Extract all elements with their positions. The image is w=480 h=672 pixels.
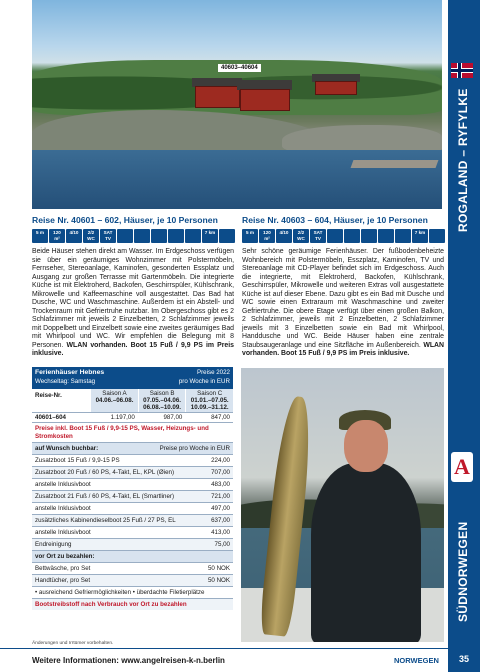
bookable-section-header: auf Wunsch buchbar: Preise pro Woche in EUR	[32, 443, 233, 455]
footer-divider	[0, 648, 480, 649]
price-table-title: Ferienhäuser Hebnes	[35, 369, 105, 376]
season-b-header: Saison B 07.05.–04.06. 06.08.–10.09.	[139, 389, 186, 412]
disclaimer: Änderungen und Irrtümer vorbehalten.	[32, 641, 114, 646]
shop-distance-icon: 7 km	[202, 229, 218, 243]
footer-country: NORWEGEN	[394, 656, 439, 665]
price-table-year: Preise 2022	[196, 369, 230, 376]
wc-icon: 2/2 WC	[293, 229, 309, 243]
region-label-top: ROGALAND – RYFYLKE	[456, 88, 470, 232]
offer-description-1: Beide Häuser stehen direkt am Wasser. Im Erdgeschoss verfügen sie über ein geräumiges Wohnzimmer mit Polstermöbeln, Fernseher, Stereoanlage, Kaminofen, gesonderten Essplatz und Ausgang zur großen Terrasse mit Gartenmöbeln. Die integrierte Küche ist mit Elektroherd, Backofen, Geschirrspüler, Kühlschrank, Mikrowelle und Kaffeemaschine voll ausgestattet. Das Bad hat Dusche, WC und Waschmaschine. Außerdem ist ein Abstell- und Trockenraum mit Gefriertruhe nutzbar. Im Obergeschoss gibt es 2 Schlafzimmer mit jeweils 2 Einzelbetten, 2 Schlafzimmer jeweils mit Doppelbett und Einzelbett sowie eine zweites geräumiges Bad mit Whirlpool und WC. Wir empfehlen die Belegung mit 8 Personen. WLAN vorhanden. Boot 15 Fuß / 9,9 PS im Preis inklusive.	[32, 248, 234, 357]
reise-nr-header: Reise-Nr.	[35, 392, 62, 399]
wc-icon: 2/2 WC	[83, 229, 99, 243]
list-item: Bettwäsche, pro Set 50 NOK	[32, 563, 233, 575]
feature-icons-2	[242, 229, 445, 243]
list-item: Endreinigung 75,00	[32, 539, 233, 551]
freezer-icon	[168, 229, 184, 243]
list-item: Zusatzboot 20 Fuß / 60 PS, 4-Takt, EL, KPL (Øien) 707,00	[32, 467, 233, 479]
fireplace-icon	[151, 229, 167, 243]
season-header-row	[32, 389, 233, 413]
pets-icon	[429, 229, 445, 243]
page-number: 35	[448, 648, 480, 672]
region-label-bottom: SÜDNORWEGEN	[456, 521, 470, 622]
hero-photo	[32, 0, 442, 209]
fireplace-icon	[361, 229, 377, 243]
angler-photo	[241, 368, 444, 642]
footer-info-link[interactable]: Weitere Informationen: www.angelreisen-k-n.berlin	[32, 656, 225, 665]
list-item: Zusatzboot 15 Fuß / 9,9-15 PS 224,00	[32, 455, 233, 467]
freezer-icon	[378, 229, 394, 243]
list-item: zusätzliches Kabinendieselboot 25 Fuß / 27 PS, EL 637,00	[32, 515, 233, 527]
change-day: Wechseltag: Samstag	[35, 377, 96, 385]
wifi-icon	[395, 229, 411, 243]
washing-machine-icon	[134, 229, 150, 243]
logo-icon: A	[451, 452, 473, 482]
pets-icon	[219, 229, 235, 243]
distance-water-icon: 5 m	[242, 229, 258, 243]
offer-title-2: Reise Nr. 40603 – 604, Häuser, je 10 Personen	[242, 215, 428, 225]
fuel-note: Bootstreibstoff nach Verbrauch vor Ort zu bezahlen	[32, 599, 233, 610]
washing-machine-icon	[344, 229, 360, 243]
dishwasher-icon	[117, 229, 133, 243]
extras-line: • ausreichend Gefriermöglichkeiten • überdachte Filetierplätze	[32, 587, 233, 599]
feature-icons-1	[32, 229, 235, 243]
sat-tv-icon: SAT TV	[100, 229, 116, 243]
dishwasher-icon	[327, 229, 343, 243]
rooms-icon: 4/10	[66, 229, 82, 243]
offer-description-2: Sehr schöne geräumige Ferienhäuser. Der fußbodenbeheizte Wohnbereich mit Polstermöbeln, Esszplatz, Kaminofen, TV und Stereoanlage mit CD-Player befindet sich im Erdgeschoss. Auch die integrierte, mit Elektroherd, Backofen, Kühlschrank, Geschirrspüler, Mikrowelle und weiteren Extras voll ausgestattete Küche ist auf dieser Ebene. Dazu gibt es ein Bad mit Dusche und WC sowie einen Extraraum mit Waschmaschine und zweiter Gefriertruhe. Die obere Etage verfügt über einen großen Balkon, 2 Schlafzimmer, jeweils mit 2 Einzelbetten, 2 Schlafzimmer jeweils mit 3 Einzelbetten sowie ein Bad mit Whirlpool, Handdusche und WC. Beide Häuser haben eine zentrale Staubsaugeranlage und eine Sitzfläche im Außenbereich. WLAN vorhanden. Boot 15 Fuß / 9,9 PS im Preis inklusive.	[242, 248, 444, 357]
list-item: anstelle Inklusivboot 497,00	[32, 503, 233, 515]
rooms-icon: 4/10	[276, 229, 292, 243]
sat-tv-icon: SAT TV	[310, 229, 326, 243]
price-table-header	[32, 367, 233, 389]
price-unit: pro Woche in EUR	[178, 377, 230, 385]
included-note: Preise inkl. Boot 15 Fuß / 9,9-15 PS, Wasser, Heizungs- und Stromkosten	[32, 423, 233, 443]
list-item: Zusatzboot 21 Fuß / 60 PS, 4-Takt, EL (Smartliner) 721,00	[32, 491, 233, 503]
season-a-header: Saison A 04.06.–06.08.	[91, 389, 138, 412]
photo-label: 40603–40604	[218, 64, 261, 72]
wifi-icon	[185, 229, 201, 243]
season-c-header: Saison C 01.01.–07.05. 10.09.–31.12.	[186, 389, 233, 412]
local-section-header: vor Ort zu bezahlen:	[32, 551, 233, 563]
table-row: 40601–604 1.197,00 987,00 847,00	[32, 413, 233, 423]
distance-water-icon: 5 m	[32, 229, 48, 243]
area-icon: 120 m²	[49, 229, 65, 243]
shop-distance-icon: 7 km	[412, 229, 428, 243]
area-icon: 120 m²	[259, 229, 275, 243]
list-item: anstelle Inklusivboot 413,00	[32, 527, 233, 539]
price-table	[32, 367, 233, 610]
offer-title-1: Reise Nr. 40601 – 602, Häuser, je 10 Personen	[32, 215, 218, 225]
list-item: Handtücher, pro Set 50 NOK	[32, 575, 233, 587]
norway-flag-icon	[451, 63, 473, 78]
list-item: anstelle Inklusivboot 483,00	[32, 479, 233, 491]
